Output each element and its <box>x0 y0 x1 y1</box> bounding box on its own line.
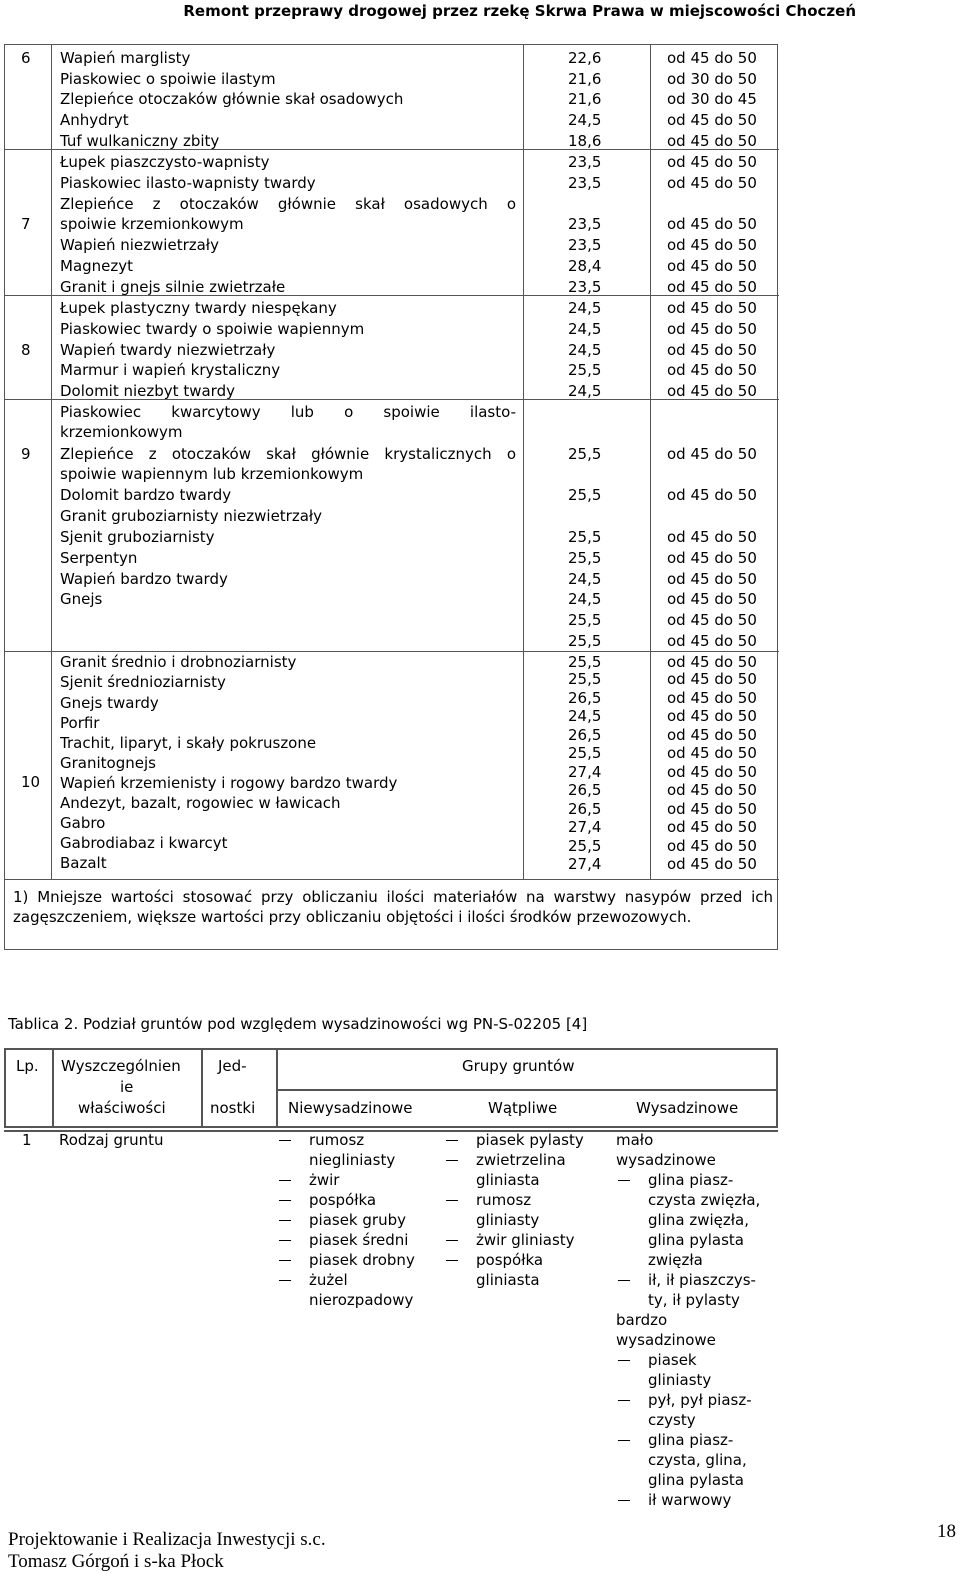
rock-name: Sjenit gruboziarnisty <box>60 528 215 546</box>
loosening-range: od 45 do 50 <box>667 341 757 359</box>
dash-bullet-icon <box>618 1500 630 1501</box>
dash-bullet-icon <box>618 1280 630 1281</box>
density-value: 25,5 <box>568 549 602 567</box>
dash-bullet-icon <box>618 1180 630 1181</box>
list-item <box>277 1170 447 1190</box>
rock-name: Granit i gnejs silnie zwietrzałe <box>60 278 286 296</box>
list-item-text: czysta zwięzła, <box>648 1191 761 1209</box>
list-item-text: glina zwięzła, <box>648 1211 749 1229</box>
density-value: 25,5 <box>568 528 602 546</box>
rock-name: Bazalt <box>60 854 107 872</box>
loosening-range: od 45 do 50 <box>667 818 757 836</box>
rock-name: Granit średnio i drobnoziarnisty <box>60 653 297 671</box>
dash-bullet-icon <box>279 1220 291 1221</box>
list-item <box>277 1130 447 1170</box>
density-value: 24,5 <box>568 299 602 317</box>
row-description: Rodzaj gruntu <box>59 1131 164 1149</box>
rock-name: Wapień bardzo twardy <box>60 570 228 588</box>
loosening-range: od 45 do 50 <box>667 590 757 608</box>
header-description-line1: Wyszczególnien <box>61 1057 181 1075</box>
density-value: 24,5 <box>568 111 602 129</box>
page-header: Remont przeprawy drogowej przez rzekę Skrwa Prawa w miejscowości Choczeń <box>183 2 856 20</box>
rock-name: Piaskowiec twardy o spoiwie wapiennym <box>60 320 365 338</box>
rock-name: Wapień krzemienisty i rogowy bardzo twardy <box>60 774 398 792</box>
list-item <box>277 1250 447 1270</box>
group-number: 6 <box>21 49 31 67</box>
loosening-range: od 45 do 50 <box>667 257 757 275</box>
header-description-line2: ie <box>120 1078 134 1096</box>
loosening-range: od 45 do 50 <box>667 215 757 233</box>
list-item-text: niegliniasty <box>309 1151 396 1169</box>
rock-name: Anhydryt <box>60 111 129 129</box>
loosening-range: od 45 do 50 <box>667 382 757 400</box>
rock-name: Dolomit bardzo twardy <box>60 486 232 504</box>
loosening-range: od 45 do 50 <box>667 174 757 192</box>
list-item <box>616 1390 778 1430</box>
rock-name: Wapień marglisty <box>60 49 191 67</box>
density-value: 25,5 <box>568 486 602 504</box>
list-item-text: piasek drobny <box>309 1251 415 1269</box>
list-item-text: glina piasz- <box>648 1431 734 1449</box>
list-item-text: żwir <box>309 1171 340 1189</box>
list-item <box>444 1230 619 1250</box>
list-item-text: glina piasz- <box>648 1171 734 1189</box>
density-value: 21,6 <box>568 90 602 108</box>
header-unit-line2: nostki <box>210 1099 256 1117</box>
rock-name: Dolomit niezbyt twardy <box>60 382 235 400</box>
table-caption: Tablica 2. Podział gruntów pod względem wysadzinowości wg PN-S-02205 [4] <box>8 1015 588 1033</box>
loosening-range: od 45 do 50 <box>667 299 757 317</box>
footer-company <box>8 1529 326 1573</box>
density-value: 25,5 <box>568 361 602 379</box>
density-value: 23,5 <box>568 236 602 254</box>
rock-name: Zlepieńce otoczaków głównie skał osadowych <box>60 90 404 108</box>
loosening-range: od 45 do 50 <box>667 445 757 463</box>
list-item-text: piasek średni <box>309 1231 409 1249</box>
loosening-range: od 45 do 50 <box>667 855 757 873</box>
header-doubtful: Wątpliwe <box>488 1099 558 1117</box>
doubtful-soil-list <box>444 1130 619 1290</box>
rock-name: krzemionkowym <box>60 423 183 441</box>
list-item <box>616 1170 778 1270</box>
list-item-text: ty, ił pylasty <box>648 1291 740 1309</box>
rock-name: Granitognejs <box>60 754 156 772</box>
group-number: 9 <box>21 445 31 463</box>
list-item-text: zwięzła <box>648 1251 703 1269</box>
dash-bullet-icon <box>279 1200 291 1201</box>
density-value: 18,6 <box>568 132 602 150</box>
density-value: 24,5 <box>568 707 602 725</box>
density-value: 27,4 <box>568 855 602 873</box>
loosening-range: od 45 do 50 <box>667 361 757 379</box>
loosening-range: od 45 do 50 <box>667 744 757 762</box>
list-item-text: czysta, glina, <box>648 1451 747 1469</box>
density-value: 26,5 <box>568 781 602 799</box>
density-value: 27,4 <box>568 818 602 836</box>
rock-name: Piaskowiec o spoiwie ilastym <box>60 70 276 88</box>
rock-name: Zlepieńce z otoczaków głównie skał osadowych o <box>60 195 516 213</box>
loosening-range: od 45 do 50 <box>667 528 757 546</box>
header-frost: Wysadzinowe <box>636 1099 739 1117</box>
header-unit-line1: Jed- <box>218 1057 247 1075</box>
rock-name: Trachit, liparyt, i skały pokruszone <box>60 734 317 752</box>
rock-name: Zlepieńce z otoczaków skał głównie krystalicznych o <box>60 445 516 463</box>
list-item-text: zwietrzelina <box>476 1151 566 1169</box>
category-label: bardzo <box>616 1311 668 1329</box>
frost-susceptibility-table <box>4 1048 778 1521</box>
density-value: 23,5 <box>568 174 602 192</box>
rock-name: Łupek piaszczysto-wapnisty <box>60 153 270 171</box>
list-item <box>277 1270 447 1310</box>
dash-bullet-icon <box>279 1260 291 1261</box>
rock-name: Gabro <box>60 814 106 832</box>
footer-company-line2: Tomasz Górgoń i s-ka Płock <box>8 1551 224 1572</box>
group-number: 7 <box>21 215 31 233</box>
list-item-text: glina pylasta <box>648 1471 744 1489</box>
list-item-text: glina pylasta <box>648 1231 744 1249</box>
loosening-range: od 45 do 50 <box>667 781 757 799</box>
density-value: 26,5 <box>568 689 602 707</box>
loosening-range: od 45 do 50 <box>667 236 757 254</box>
row-lp: 1 <box>22 1131 32 1149</box>
loosening-range: od 45 do 50 <box>667 486 757 504</box>
list-item-text: gliniasty <box>648 1371 712 1389</box>
dash-bullet-icon <box>618 1360 630 1361</box>
loosening-range: od 45 do 50 <box>667 763 757 781</box>
list-item <box>277 1190 447 1210</box>
list-item <box>444 1190 619 1230</box>
list-item <box>616 1490 778 1510</box>
loosening-range: od 45 do 50 <box>667 549 757 567</box>
list-item <box>444 1150 619 1190</box>
group-number: 10 <box>21 773 41 791</box>
dash-bullet-icon <box>279 1280 291 1281</box>
list-item-text: piasek gruby <box>309 1211 406 1229</box>
density-value: 21,6 <box>568 70 602 88</box>
density-value: 22,6 <box>568 49 602 67</box>
loosening-range: od 45 do 50 <box>667 570 757 588</box>
loosening-range: od 45 do 50 <box>667 132 757 150</box>
rock-name: Porfir <box>60 714 100 732</box>
rock-name: spoiwie wapiennym lub krzemionkowym <box>60 465 364 483</box>
list-item-text: żwir gliniasty <box>476 1231 575 1249</box>
loosening-range: od 45 do 50 <box>667 837 757 855</box>
list-item-text: żużel <box>309 1271 348 1289</box>
rock-name: Piaskowiec kwarcytowy lub o spoiwie ilasto- <box>60 403 516 421</box>
loosening-range: od 30 do 45 <box>667 90 757 108</box>
list-item-text: gliniasty <box>476 1211 540 1229</box>
dash-bullet-icon <box>446 1140 458 1141</box>
dash-bullet-icon <box>279 1240 291 1241</box>
loosening-range: od 45 do 50 <box>667 726 757 744</box>
list-item-text: ił warwowy <box>648 1491 732 1509</box>
density-value: 25,5 <box>568 611 602 629</box>
loosening-range: od 45 do 50 <box>667 653 757 671</box>
list-item-text: ił, ił piaszczys- <box>648 1271 756 1289</box>
rock-name: Granit gruboziarnisty niezwietrzały <box>60 507 323 525</box>
list-item-text: rumosz <box>476 1191 532 1209</box>
density-value: 23,5 <box>568 278 602 296</box>
non-frost-soil-list <box>277 1130 447 1310</box>
dash-bullet-icon <box>279 1180 291 1181</box>
header-non-frost: Niewysadzinowe <box>288 1099 413 1117</box>
dash-bullet-icon <box>279 1140 291 1141</box>
list-item-text: rumosz <box>309 1131 365 1149</box>
rock-name: spoiwie krzemionkowym <box>60 215 244 233</box>
rock-name: Serpentyn <box>60 549 138 567</box>
rock-name: Wapień twardy niezwietrzały <box>60 341 276 359</box>
dash-bullet-icon <box>446 1160 458 1161</box>
loosening-range: od 45 do 50 <box>667 632 757 650</box>
loosening-range: od 45 do 50 <box>667 278 757 296</box>
footer-company-line1: Projektowanie i Realizacja Inwestycji s.c. <box>8 1529 326 1550</box>
list-item <box>616 1350 778 1390</box>
list-item-text: piasek <box>648 1351 697 1369</box>
density-value: 25,5 <box>568 837 602 855</box>
rock-density-table <box>4 44 778 950</box>
category-label: wysadzinowe <box>616 1151 716 1169</box>
density-value: 24,5 <box>568 382 602 400</box>
group-number: 8 <box>21 341 31 359</box>
list-item <box>277 1210 447 1230</box>
list-item-text: gliniasta <box>476 1171 540 1189</box>
frost-soil-list <box>616 1130 778 1510</box>
density-value: 25,5 <box>568 744 602 762</box>
density-value: 23,5 <box>568 153 602 171</box>
dash-bullet-icon <box>618 1440 630 1441</box>
list-item-text: piasek pylasty <box>476 1131 584 1149</box>
list-item-text: czysty <box>648 1411 696 1429</box>
density-value: 25,5 <box>568 653 602 671</box>
rock-name: Łupek plastyczny twardy niespękany <box>60 299 337 317</box>
header-lp: Lp. <box>16 1057 39 1075</box>
list-item <box>616 1270 778 1310</box>
dash-bullet-icon <box>446 1240 458 1241</box>
list-item-text: pospółka <box>309 1191 377 1209</box>
list-item <box>616 1430 778 1490</box>
rock-name: Marmur i wapień krystaliczny <box>60 361 281 379</box>
header-description-line3: właściwości <box>78 1099 166 1117</box>
list-item-text: nierozpadowy <box>309 1291 414 1309</box>
category-label: wysadzinowe <box>616 1331 716 1349</box>
loosening-range: od 45 do 50 <box>667 611 757 629</box>
footnote: 1) Mniejsze wartości stosować przy obliczaniu ilości materiałów na warstwy nasypów przed ich zagęszczeniem, większe wartości przy obliczaniu objętości i ilości środków przewozowych. <box>13 888 773 926</box>
density-value: 25,5 <box>568 445 602 463</box>
density-value: 24,5 <box>568 570 602 588</box>
density-value: 28,4 <box>568 257 602 275</box>
loosening-range: od 45 do 50 <box>667 670 757 688</box>
list-item-text: pospółka <box>476 1251 544 1269</box>
loosening-range: od 45 do 50 <box>667 49 757 67</box>
category-label: mało <box>616 1131 654 1149</box>
rock-name: Wapień niezwietrzały <box>60 236 219 254</box>
rock-name: Gnejs <box>60 590 103 608</box>
loosening-range: od 45 do 50 <box>667 689 757 707</box>
rock-name: Andezyt, bazalt, rogowiec w ławicach <box>60 794 341 812</box>
density-value: 24,5 <box>568 341 602 359</box>
dash-bullet-icon <box>446 1260 458 1261</box>
loosening-range: od 45 do 50 <box>667 320 757 338</box>
density-value: 25,5 <box>568 632 602 650</box>
list-item-text: pył, pył piasz- <box>648 1391 752 1409</box>
rock-name: Gnejs twardy <box>60 694 159 712</box>
density-value: 23,5 <box>568 215 602 233</box>
rock-name: Sjenit średnioziarnisty <box>60 673 226 691</box>
loosening-range: od 30 do 50 <box>667 70 757 88</box>
list-item <box>277 1230 447 1250</box>
rock-name: Tuf wulkaniczny zbity <box>60 132 220 150</box>
list-item <box>444 1130 619 1150</box>
rock-name: Piaskowiec ilasto-wapnisty twardy <box>60 174 316 192</box>
loosening-range: od 45 do 50 <box>667 707 757 725</box>
dash-bullet-icon <box>618 1400 630 1401</box>
list-item-text: gliniasta <box>476 1271 540 1289</box>
density-value: 25,5 <box>568 670 602 688</box>
density-value: 24,5 <box>568 320 602 338</box>
density-value: 24,5 <box>568 590 602 608</box>
density-value: 26,5 <box>568 800 602 818</box>
loosening-range: od 45 do 50 <box>667 800 757 818</box>
loosening-range: od 45 do 50 <box>667 111 757 129</box>
density-value: 27,4 <box>568 763 602 781</box>
dash-bullet-icon <box>446 1200 458 1201</box>
loosening-range: od 45 do 50 <box>667 153 757 171</box>
rock-name: Gabrodiabaz i kwarcyt <box>60 834 228 852</box>
list-item <box>444 1250 619 1290</box>
page-number: 18 <box>937 1521 956 1542</box>
density-value: 26,5 <box>568 726 602 744</box>
rock-name: Magnezyt <box>60 257 134 275</box>
header-soil-groups: Grupy gruntów <box>462 1057 575 1075</box>
